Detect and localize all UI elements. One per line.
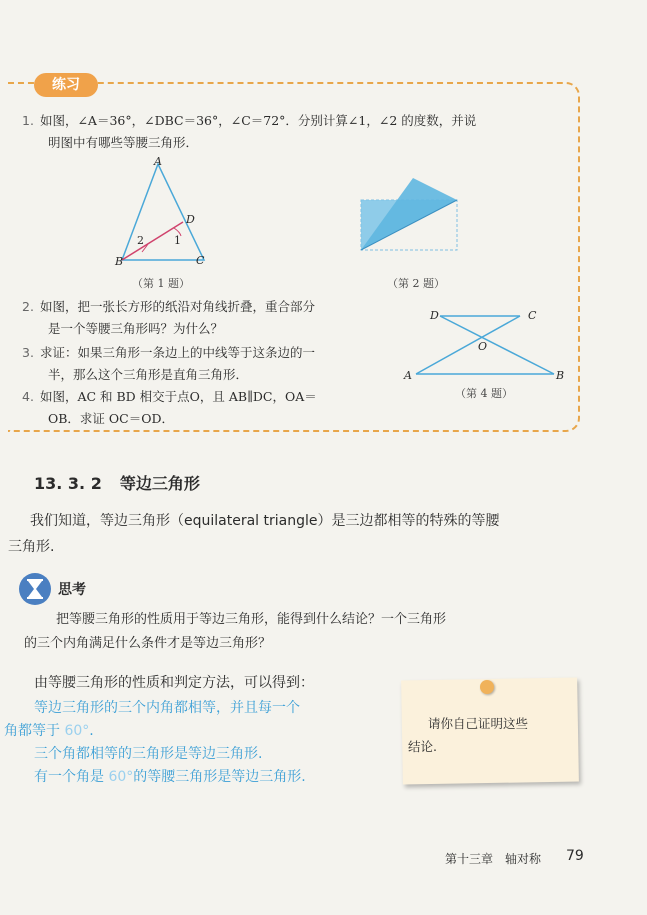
- conclusion-1b-degree: 60°: [64, 723, 90, 739]
- exercise-item-3: [22, 342, 315, 364]
- derive-lead: 由等腰三角形的性质和判定方法，可以得到：: [34, 675, 314, 691]
- conclusion-3-text-b: 的等腰三角形是等边三角形.: [133, 769, 306, 785]
- conclusion-1b: [4, 720, 94, 742]
- section-number: 13. 3. 2: [34, 474, 102, 493]
- think-line1: 把等腰三角形的性质用于等边三角形，能得到什么结论？一个三角形: [56, 612, 447, 627]
- item-text: 求证：如果三角形一条边上的中线等于这条边的一: [39, 345, 315, 360]
- item-text: 如图，AC 和 BD 相交于点O，且 AB∥DC，OA＝: [39, 389, 317, 404]
- fig4-label-c: C: [528, 309, 537, 322]
- item-number: 4.: [22, 389, 34, 404]
- fig1-label-a: A: [154, 155, 162, 168]
- think-label: 思考: [58, 582, 86, 598]
- pin-icon: [480, 680, 494, 694]
- conclusion-3: [34, 766, 306, 788]
- footer-chapter: 第十三章 轴对称: [445, 852, 542, 866]
- section-intro-line2: 三角形.: [8, 539, 55, 555]
- fig4-label-b: B: [556, 369, 565, 382]
- section-intro-line1: 我们知道，等边三角形（equilateral triangle）是三边都相等的特殊的等腰: [30, 513, 500, 529]
- fig4-label-a: A: [404, 369, 412, 382]
- fig4-caption: （第 4 题）: [455, 387, 513, 400]
- think-line2: 的三个内角满足什么条件才是等边三角形？: [24, 636, 272, 651]
- item-text: 如图，把一张长方形的纸沿对角线折叠，重合部分: [39, 299, 315, 314]
- exercise-item-2: [22, 296, 315, 318]
- exercise-item-3-cont: 半，那么这个三角形是直角三角形．: [48, 367, 249, 382]
- fig1-label-b: B: [115, 255, 124, 268]
- item-text: 如图，∠A＝36°，∠DBC＝36°，∠C＝72°．分别计算∠1，∠2 的度数，并说: [39, 113, 477, 128]
- exercise-tab: 练习: [34, 73, 98, 97]
- conclusion-3-degree: 60°: [108, 769, 134, 785]
- exercise-item-4-cont: OB．求证 OC＝OD．: [48, 411, 174, 426]
- exercise-item-4: [22, 386, 317, 408]
- item-number: 1.: [22, 113, 34, 128]
- section-heading: [34, 471, 200, 494]
- conclusion-2: 三个角都相等的三角形是等边三角形.: [34, 746, 263, 762]
- fig1-angle-1: 1: [174, 234, 181, 247]
- conclusion-1b-text: 角都等于: [4, 723, 60, 739]
- fig2-caption: （第 2 题）: [387, 277, 445, 290]
- conclusion-1b-end: .: [89, 723, 94, 739]
- section-title: 等边三角形: [119, 474, 200, 493]
- note-line2: 结论.: [408, 739, 437, 754]
- fig4-label-d: D: [430, 309, 439, 322]
- exercise-item-1: [22, 110, 582, 132]
- fig4-label-o: O: [478, 340, 488, 353]
- exercise-item-1-cont: 明图中有哪些等腰三角形．: [48, 135, 199, 150]
- fig1-angle-2: 2: [137, 234, 144, 247]
- think-icon: [18, 572, 52, 606]
- figure-2-fold: [355, 172, 467, 254]
- item-number: 3.: [22, 345, 34, 360]
- page-number: 79: [566, 848, 584, 864]
- conclusion-3-text-a: 有一个角是: [34, 769, 104, 785]
- figure-1-triangle: [108, 152, 218, 267]
- item-number: 2.: [22, 299, 34, 314]
- fig1-label-c: C: [196, 254, 205, 267]
- note-line1: 请你自己证明这些: [428, 716, 529, 731]
- fig1-caption: （第 1 题）: [132, 277, 190, 290]
- conclusion-1a: 等边三角形的三个内角都相等，并且每一个: [34, 700, 300, 716]
- fig1-label-d: D: [186, 213, 195, 226]
- exercise-item-2-cont: 是一个等腰三角形吗？为什么？: [48, 321, 224, 336]
